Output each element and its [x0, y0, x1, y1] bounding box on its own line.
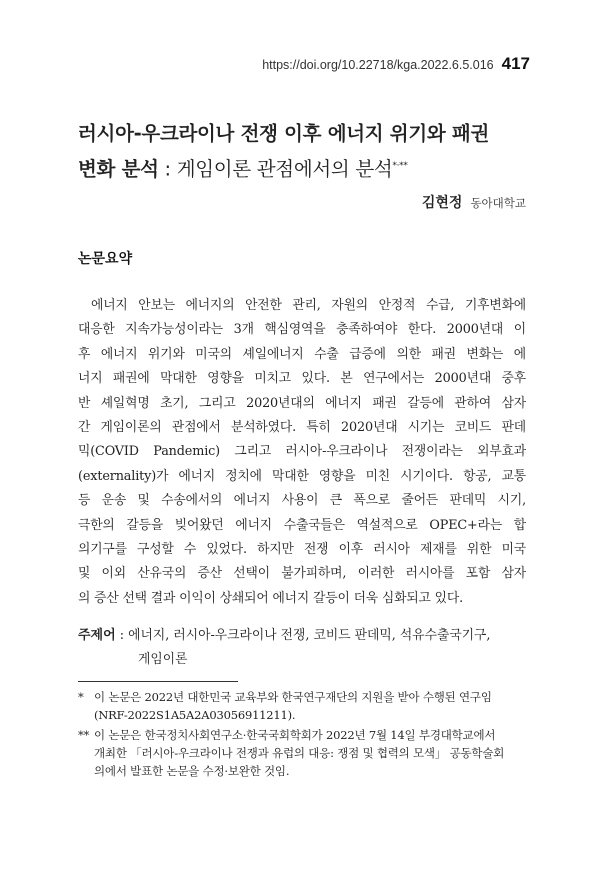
abstract-line: 반 셰일혁명 초기, 그리고 2020년대의 에너지 패권 갈등에 관하여 삼자	[78, 395, 526, 411]
page-number: 417	[501, 54, 530, 73]
abstract-heading: 논문요약	[78, 251, 133, 267]
keywords-row	[78, 624, 538, 648]
abstract-line: 에너지 안보는 에너지의 안전한 관리, 자원의 안정적 수급, 기후변화에	[91, 298, 526, 313]
footnote-text	[94, 688, 530, 724]
footnote	[78, 688, 530, 724]
abstract-line: 너지 패권에 막대한 영향을 미치고 있다. 본 연구에서는 2000년대 중후	[78, 371, 526, 387]
footnote-divider	[78, 681, 238, 682]
abstract-line: 및 이외 산유국의 증산 선택이 불가피하며, 이러한 러시아를 포함 삼자	[78, 566, 526, 582]
title-line-1: 러시아-우크라이나 전쟁 이후 에너지 위기와 패권	[78, 122, 489, 145]
footnotes	[78, 688, 530, 782]
keywords-label: 주제어	[78, 628, 116, 643]
keywords-separator: :	[115, 628, 129, 643]
footnote-line: 이 논문은 한국정치사회연구소·한국국회학회가 2022년 7월 14일 부경대학교에서	[94, 728, 496, 742]
abstract-body	[78, 294, 526, 611]
footnote-text	[94, 726, 530, 780]
abstract-line: 의기구를 구성할 수 있었다. 하지만 전쟁 이후 러시아 제재를 위한 미국	[78, 542, 526, 558]
abstract-line: 대응한 지속가능성이라는 3개 핵심영역을 충족하여야 한다. 2000년대 이	[78, 322, 526, 338]
keywords-line-1: 에너지, 러시아-우크라이나 전쟁, 코비드 판데믹, 석유수출국기구,	[128, 628, 491, 643]
abstract-line: 의 증산 선택 결과 이익이 상쇄되어 에너지 갈등이 더욱 심화되고 있다.	[78, 590, 464, 606]
abstract-line: 믹(COVID Pandemic) 그리고 러시아-우크라이나 전쟁이라는 외부효과	[78, 444, 526, 460]
footnote-mark: **	[78, 728, 90, 742]
abstract-line: 등 운송 및 수송에서의 에너지 사용이 큰 폭으로 줄어든 판데믹 시기,	[78, 493, 526, 509]
paper-title	[78, 117, 538, 186]
abstract-line: 극한의 갈등을 빚어왔던 에너지 수출국들은 역설적으로 OPEC+라는 합	[78, 517, 526, 533]
author-name: 김현정	[421, 195, 463, 211]
footnote-line: (NRF-2022S1A5A2A03056911211).	[94, 708, 296, 722]
footnote	[78, 726, 530, 780]
abstract-line: (externality)가 에너지 정치에 막대한 영향을 미친 시기이다. 항공, 교통	[78, 468, 526, 484]
author-block	[422, 192, 526, 212]
title-line-2-subtitle: : 게임이론 관점에서의 분석	[158, 157, 393, 181]
doi-link[interactable]: https://doi.org/10.22718/kga.2022.6.5.016	[262, 58, 494, 72]
footnote-line: 이 논문은 2022년 대한민국 교육부와 한국연구재단의 지원을 받아 수행된 연구임	[94, 690, 492, 704]
keywords-line-2: 게임이론	[138, 652, 188, 667]
keywords-block	[78, 624, 538, 672]
title-footnote-marks: *·**	[392, 161, 408, 171]
abstract-line: 간 게임이론의 관점에서 분석하였다. 특히 2020년대 시기는 코비드 판데	[78, 420, 526, 436]
footnote-line: 개최한 「러시아-우크라이나 전쟁과 유럽의 대응: 쟁점 및 협력의 모색」 공동학술회	[94, 746, 505, 760]
abstract-line: 후 에너지 위기와 미국의 셰일에너지 수출 급증에 의한 패권 변화는 에	[78, 346, 526, 362]
footnote-line: 의에서 발표한 논문을 수정·보완한 것임.	[94, 764, 290, 778]
title-line-2	[78, 150, 538, 186]
page-header	[262, 54, 530, 74]
footnote-mark: *	[78, 690, 84, 704]
author-affiliation: 동아대학교	[470, 196, 526, 210]
title-line-2-bold: 변화 분석	[78, 157, 159, 181]
